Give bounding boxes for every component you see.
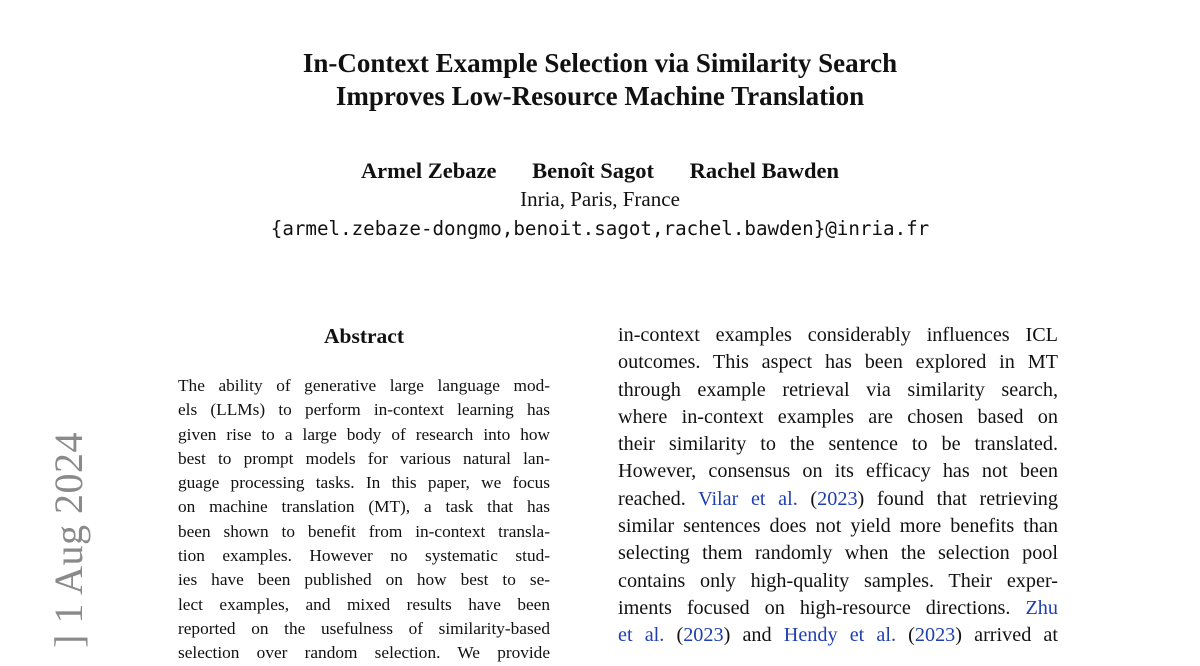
author-name: Armel Zebaze — [360, 158, 497, 183]
body-text-line — [618, 595, 1058, 622]
abstract-line: tion examples. However no systematic stud- — [178, 546, 550, 566]
text-segment: However, consensus on its efficacy has not been — [618, 460, 1058, 483]
text-segment: ( — [797, 487, 818, 510]
affiliation: Inria, Paris, France — [520, 187, 680, 211]
text-segment: similar sentences does not yield more benefits than — [618, 515, 1058, 538]
citation-link[interactable]: 2023 — [683, 624, 724, 647]
author-emails[interactable]: {armel.zebaze-dongmo,benoit.sagot,rachel.bawden}@inria.fr — [270, 217, 930, 240]
abstract-line: been shown to benefit from in-context transla- — [178, 521, 550, 541]
body-text-line — [618, 377, 1058, 404]
text-segment: ) and — [723, 624, 784, 647]
body-text-line — [618, 431, 1058, 458]
body-text-line — [618, 568, 1058, 595]
introduction-text-column — [618, 322, 1058, 650]
abstract-body — [178, 374, 550, 666]
body-text-line — [618, 622, 1058, 649]
abstract-line: The ability of generative large language mod- — [178, 376, 550, 395]
citation-link[interactable]: 2023 — [914, 624, 956, 647]
abstract-line: best to prompt models for various natural lan- — [178, 448, 550, 468]
text-segment: ( — [896, 624, 915, 647]
paper-title-line: In-Context Example Selection via Similarity Search — [302, 48, 898, 78]
abstract-line: selection over random selection. We provide — [178, 643, 550, 663]
abstract-line: ies have been published on how best to se- — [178, 570, 550, 590]
abstract-line: reported on the usefulness of similarity-based — [178, 618, 550, 638]
body-text-line — [618, 322, 1058, 349]
text-segment: contains only high-quality samples. Their exper- — [618, 569, 1058, 592]
paper-title — [0, 47, 1200, 113]
paper-title-line: Improves Low-Resource Machine Translation — [335, 81, 865, 111]
text-segment: selecting them randomly when the selection pool — [618, 542, 1058, 565]
citation-link[interactable]: 2023 — [817, 487, 858, 510]
text-segment: where in-context examples are chosen based on — [618, 405, 1058, 428]
arxiv-side-stamp: ] 1 Aug 2024 — [46, 432, 91, 648]
citation-link[interactable]: et al. — [618, 624, 665, 647]
abstract-line: on machine translation (MT), a task that has — [178, 497, 550, 517]
body-text-line — [618, 540, 1058, 567]
citation-link[interactable]: Zhu — [1025, 596, 1058, 619]
citation-link[interactable]: Vilar et al. — [698, 487, 798, 510]
author-name: Benoît Sagot — [532, 158, 655, 183]
abstract-line: els (LLMs) to perform in-context learning has — [178, 400, 550, 420]
body-text-line — [618, 349, 1058, 376]
body-text-line — [618, 513, 1058, 540]
text-segment: outcomes. This aspect has been explored in MT — [618, 351, 1058, 374]
text-segment: reached. — [618, 487, 699, 510]
text-segment: their similarity to the sentence to be translated. — [618, 433, 1058, 456]
text-segment: ( — [664, 624, 684, 647]
text-segment: ) found that retrieving — [857, 487, 1058, 510]
body-text-line — [618, 458, 1058, 485]
body-text-line — [618, 404, 1058, 431]
abstract-line: lect examples, and mixed results have been — [178, 594, 550, 614]
author-name: Rachel Bawden — [689, 158, 840, 183]
abstract-line: given rise to a large body of research into how — [178, 424, 550, 444]
body-text-line — [618, 486, 1058, 513]
text-segment: through example retrieval via similarity search, — [618, 378, 1058, 401]
citation-link[interactable]: Hendy et al. — [783, 624, 897, 647]
text-segment: iments focused on high-resource directions. — [618, 596, 1026, 619]
text-segment: ) arrived at — [955, 624, 1058, 647]
abstract-heading: Abstract — [323, 324, 404, 348]
abstract-line: guage processing tasks. In this paper, we focus — [178, 473, 550, 493]
author-list — [0, 157, 1200, 185]
text-segment: in-context examples considerably influences ICL — [618, 324, 1058, 346]
